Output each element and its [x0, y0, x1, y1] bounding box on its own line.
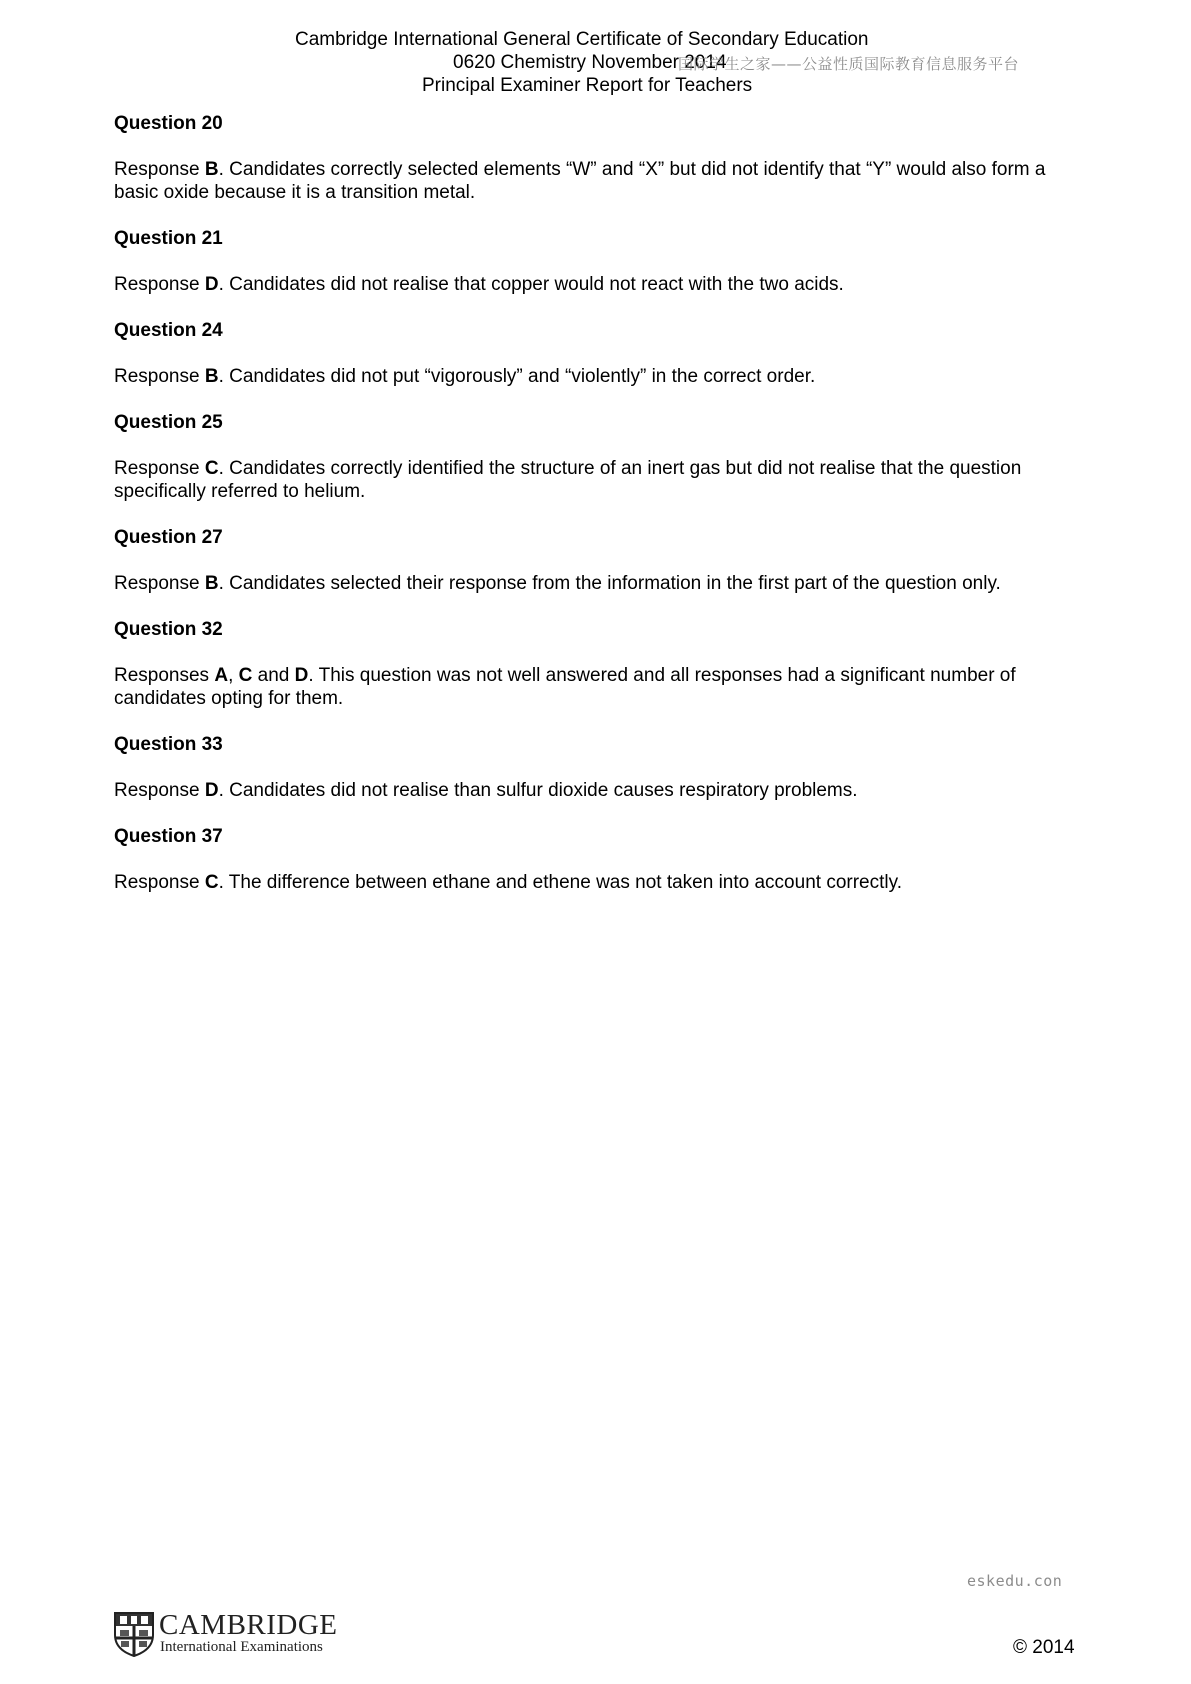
question-title: Question 21 [114, 228, 223, 249]
question-block [114, 618, 1080, 710]
response-separator: , [228, 665, 239, 686]
watermark-text: 国际学生之家——公益性质国际教育信息服务平台 [678, 55, 1020, 73]
header-line-1: Cambridge International General Certificate of Secondary Education [295, 29, 869, 50]
response-letter: B [204, 366, 219, 387]
response-text: . Candidates correctly selected elements “W” and “X” but did not identify that “Y” would also form a basic oxide because it is a transition metal. [114, 159, 1046, 203]
logo-name: CAMBRIDGE [159, 1609, 338, 1641]
response-letter: D [294, 665, 309, 686]
question-block [114, 526, 1080, 595]
question-title: Question 24 [114, 320, 223, 341]
response-prefix: Responses [114, 665, 215, 686]
question-title: Question 20 [114, 113, 223, 134]
question-title: Question 33 [114, 734, 223, 755]
question-response [114, 572, 1080, 595]
response-letter: D [204, 780, 219, 801]
question-response [114, 871, 1080, 894]
question-title: Question 32 [114, 619, 223, 640]
response-text: . This question was not well answered and all responses had a significant number of candidates opting for them. [114, 665, 1016, 709]
copyright: © 2014 [1013, 1637, 1075, 1658]
response-separator: and [252, 665, 295, 686]
question-block [114, 319, 1080, 388]
question-block [114, 227, 1080, 296]
question-title: Question 27 [114, 527, 223, 548]
report-body [114, 112, 1080, 917]
question-block [114, 112, 1080, 204]
response-prefix: Response [114, 780, 205, 801]
response-prefix: Response [114, 872, 205, 893]
response-letter: A [214, 665, 229, 686]
footer-watermark-url: eskedu.con [967, 1572, 1063, 1590]
logo-subtitle: International Examinations [160, 1639, 323, 1655]
question-block [114, 825, 1080, 894]
response-letter: C [238, 665, 253, 686]
response-prefix: Response [114, 274, 205, 295]
response-letter: C [204, 458, 219, 479]
response-text: . Candidates correctly identified the structure of an inert gas but did not realise that the question specifically referred to helium. [114, 458, 1022, 502]
question-title: Question 37 [114, 826, 223, 847]
response-text: . Candidates selected their response from the information in the first part of the question only. [218, 573, 1001, 594]
response-text: . Candidates did not realise than sulfur dioxide causes respiratory problems. [218, 780, 858, 801]
response-prefix: Response [114, 458, 205, 479]
response-text: . The difference between ethane and ethene was not taken into account correctly. [218, 872, 902, 893]
question-title: Question 25 [114, 412, 223, 433]
response-text: . Candidates did not put “vigorously” and “violently” in the correct order. [218, 366, 816, 387]
question-response [114, 365, 1080, 388]
response-letter: B [204, 573, 219, 594]
question-response [114, 273, 1080, 296]
question-response [114, 779, 1080, 802]
question-response [114, 664, 1080, 710]
response-prefix: Response [114, 366, 205, 387]
response-letter: B [204, 159, 219, 180]
response-letter: C [204, 872, 219, 893]
question-response [114, 457, 1080, 503]
cambridge-logo [113, 1611, 353, 1657]
cambridge-shield-icon [113, 1611, 155, 1657]
header-line-3: Principal Examiner Report for Teachers [422, 75, 753, 96]
header-line-2: 0620 Chemistry November 2014 [453, 52, 727, 73]
response-prefix: Response [114, 573, 205, 594]
response-text: . Candidates did not realise that copper would not react with the two acids. [218, 274, 844, 295]
question-block [114, 733, 1080, 802]
question-block [114, 411, 1080, 503]
response-letter: D [204, 274, 219, 295]
response-prefix: Response [114, 159, 205, 180]
question-response [114, 158, 1080, 204]
